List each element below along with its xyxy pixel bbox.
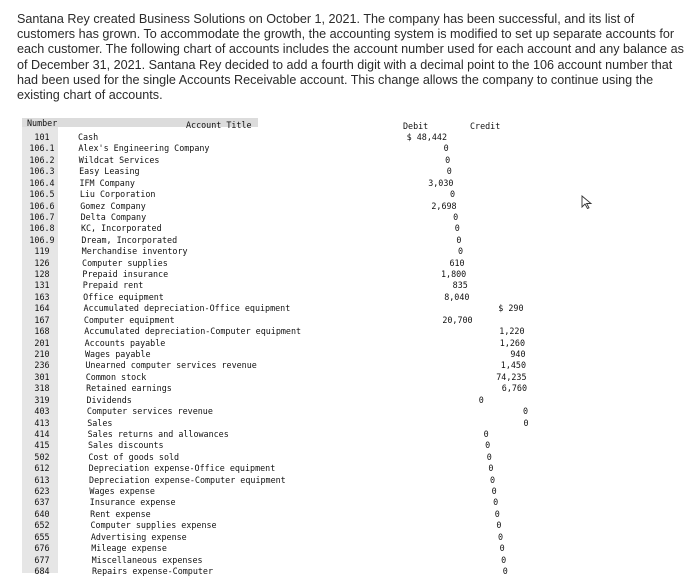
debit-amount: 0 bbox=[443, 143, 449, 154]
account-title-header: Account Title bbox=[186, 120, 252, 130]
account-title: Insurance expense bbox=[89, 497, 176, 508]
account-title: Unearned computer services revenue bbox=[85, 360, 257, 371]
account-title: Miscellaneous expenses bbox=[91, 554, 203, 565]
account-number: 201 bbox=[34, 337, 50, 348]
credit-amount: 0 bbox=[522, 406, 528, 417]
account-title: Accounts payable bbox=[84, 337, 166, 348]
account-title: Sales bbox=[87, 417, 113, 428]
account-title: Gomez Company bbox=[80, 200, 146, 211]
debit-amount: 0 bbox=[494, 508, 500, 519]
account-number: 106.9 bbox=[29, 234, 55, 245]
account-number: 164 bbox=[34, 303, 50, 314]
account-title: Common stock bbox=[85, 371, 147, 382]
debit-amount: 20,700 bbox=[442, 314, 473, 325]
account-title: Alex's Engineering Company bbox=[78, 143, 210, 154]
account-title: Sales discounts bbox=[87, 440, 164, 451]
debit-header: Debit bbox=[403, 121, 429, 131]
debit-amount: 0 bbox=[449, 189, 455, 200]
account-number: 413 bbox=[34, 417, 50, 428]
intro-paragraph: Santana Rey created Business Solutions on October 1, 2021. The company has been successful, and its list of customers has grown. To accommodate the growth, the accounting system is modified to set up separate accounts for each customer. The following chart of accounts includes the account number used for each account and any balance as of December 31, 2021. Santana Rey decided to add a fourth digit with a decimal point to the 106 account number that had been used for the single Accounts Receivable account. This change allows the company to continue using the existing chart of accounts. bbox=[17, 12, 684, 103]
account-number: 106.5 bbox=[29, 189, 55, 200]
debit-amount: 0 bbox=[489, 474, 495, 485]
account-number: 106.4 bbox=[29, 177, 55, 188]
debit-amount: $ 48,442 bbox=[406, 132, 447, 142]
account-number: 403 bbox=[34, 406, 50, 417]
account-title: Advertising expense bbox=[90, 531, 187, 542]
debit-amount: 0 bbox=[488, 463, 494, 474]
debit-amount: 0 bbox=[454, 223, 460, 234]
credit-amount: 1,260 bbox=[499, 337, 525, 348]
debit-amount: 2,698 bbox=[431, 200, 457, 211]
account-number: 168 bbox=[34, 326, 50, 337]
debit-amount: 0 bbox=[456, 234, 462, 245]
account-number: 119 bbox=[34, 246, 50, 257]
account-number: 676 bbox=[34, 543, 50, 554]
account-number: 318 bbox=[34, 383, 50, 394]
credit-amount: 1,220 bbox=[499, 326, 525, 337]
credit-header: Credit bbox=[470, 121, 501, 131]
account-number: 106.8 bbox=[29, 223, 55, 234]
account-number: 613 bbox=[34, 474, 50, 485]
account-number: 106.6 bbox=[29, 200, 55, 211]
debit-amount: 0 bbox=[457, 246, 463, 257]
credit-amount: 1,450 bbox=[500, 360, 526, 371]
credit-amount: 0 bbox=[523, 417, 529, 428]
account-title: Retained earnings bbox=[86, 383, 172, 394]
account-title: Computer equipment bbox=[83, 314, 175, 325]
account-number: 236 bbox=[34, 360, 50, 371]
account-title: Liu Corporation bbox=[79, 189, 156, 200]
account-number: 319 bbox=[34, 394, 50, 405]
debit-amount: 0 bbox=[496, 520, 502, 531]
debit-amount: 835 bbox=[452, 280, 468, 291]
account-number: 128 bbox=[34, 269, 50, 280]
account-number: 131 bbox=[34, 280, 50, 291]
account-title: Prepaid insurance bbox=[82, 269, 169, 280]
account-title: Accumulated depreciation-Computer equipment bbox=[84, 326, 302, 337]
account-title: Mileage expense bbox=[91, 543, 167, 554]
account-number: 106.7 bbox=[29, 211, 55, 222]
debit-amount: 1,800 bbox=[440, 269, 467, 280]
account-title: Prepaid rent bbox=[82, 280, 144, 291]
debit-amount: 8,040 bbox=[444, 291, 470, 302]
account-number: 640 bbox=[34, 508, 50, 519]
account-title: KC, Incorporated bbox=[80, 223, 162, 234]
account-title: Accumulated depreciation-Office equipment bbox=[83, 303, 291, 314]
account-number: 684 bbox=[34, 566, 50, 576]
account-title: Computer supplies bbox=[82, 257, 168, 268]
credit-amount: 6,760 bbox=[501, 383, 527, 394]
debit-amount: 0 bbox=[497, 531, 503, 542]
credit-amount: 74,235 bbox=[496, 371, 527, 382]
account-number: 415 bbox=[34, 440, 50, 451]
account-number: 106.1 bbox=[29, 143, 55, 154]
account-number: 612 bbox=[34, 463, 50, 474]
account-title: Wages payable bbox=[85, 349, 151, 359]
account-number: 101 bbox=[34, 132, 50, 142]
account-title: Cash bbox=[78, 132, 99, 142]
account-number: 301 bbox=[34, 371, 50, 382]
account-title: Dream, Incorporated bbox=[81, 234, 178, 245]
debit-amount: 0 bbox=[445, 154, 451, 165]
account-title: Dividends bbox=[86, 394, 132, 405]
account-number: 652 bbox=[34, 520, 50, 531]
debit-amount: 3,030 bbox=[428, 177, 454, 188]
account-title: Merchandise inventory bbox=[81, 246, 188, 257]
account-number: 414 bbox=[34, 428, 50, 439]
debit-amount: 0 bbox=[499, 543, 505, 554]
debit-amount: 0 bbox=[483, 428, 489, 439]
account-title: Computer services revenue bbox=[86, 406, 213, 417]
debit-amount: 0 bbox=[502, 566, 508, 576]
account-number: 637 bbox=[34, 497, 50, 508]
account-number: 167 bbox=[34, 314, 50, 325]
account-title: Computer supplies expense bbox=[90, 520, 217, 531]
account-number: 106.3 bbox=[29, 166, 55, 177]
debit-amount: 610 bbox=[449, 257, 465, 268]
account-title: Depreciation expense-Computer equipment bbox=[89, 474, 286, 485]
credit-amount: $ 290 bbox=[498, 303, 524, 314]
debit-amount: 0 bbox=[493, 497, 499, 508]
debit-amount: 0 bbox=[491, 486, 497, 497]
account-title: Repairs expense-Computer bbox=[92, 566, 214, 576]
account-number: 502 bbox=[34, 451, 50, 462]
account-number: 677 bbox=[34, 554, 50, 565]
number-header: Number bbox=[27, 118, 58, 128]
account-number: 126 bbox=[34, 257, 50, 268]
debit-amount: 0 bbox=[501, 554, 507, 565]
account-title: Delta Company bbox=[80, 211, 147, 222]
debit-amount: 0 bbox=[485, 440, 491, 451]
account-title: Rent expense bbox=[90, 508, 151, 519]
account-title: Depreciation expense-Office equipment bbox=[88, 463, 276, 474]
account-number: 210 bbox=[34, 349, 50, 359]
account-title: IFM Company bbox=[79, 177, 135, 188]
account-number: 655 bbox=[34, 531, 50, 542]
debit-amount: 0 bbox=[453, 211, 459, 222]
debit-amount: 0 bbox=[446, 166, 452, 177]
account-title: Sales returns and allowances bbox=[87, 428, 229, 439]
account-title: Cost of goods sold bbox=[88, 451, 180, 462]
account-title: Wages expense bbox=[89, 486, 155, 497]
debit-amount: 0 bbox=[478, 394, 484, 405]
account-title: Wildcat Services bbox=[78, 154, 160, 165]
mouse-pointer-icon bbox=[581, 195, 593, 209]
account-title: Office equipment bbox=[83, 291, 164, 302]
account-number: 623 bbox=[34, 486, 50, 497]
debit-amount: 0 bbox=[486, 451, 492, 462]
account-title: Easy Leasing bbox=[79, 166, 140, 177]
account-number: 106.2 bbox=[29, 154, 55, 165]
account-number: 163 bbox=[34, 291, 50, 302]
credit-amount: 940 bbox=[510, 349, 526, 359]
